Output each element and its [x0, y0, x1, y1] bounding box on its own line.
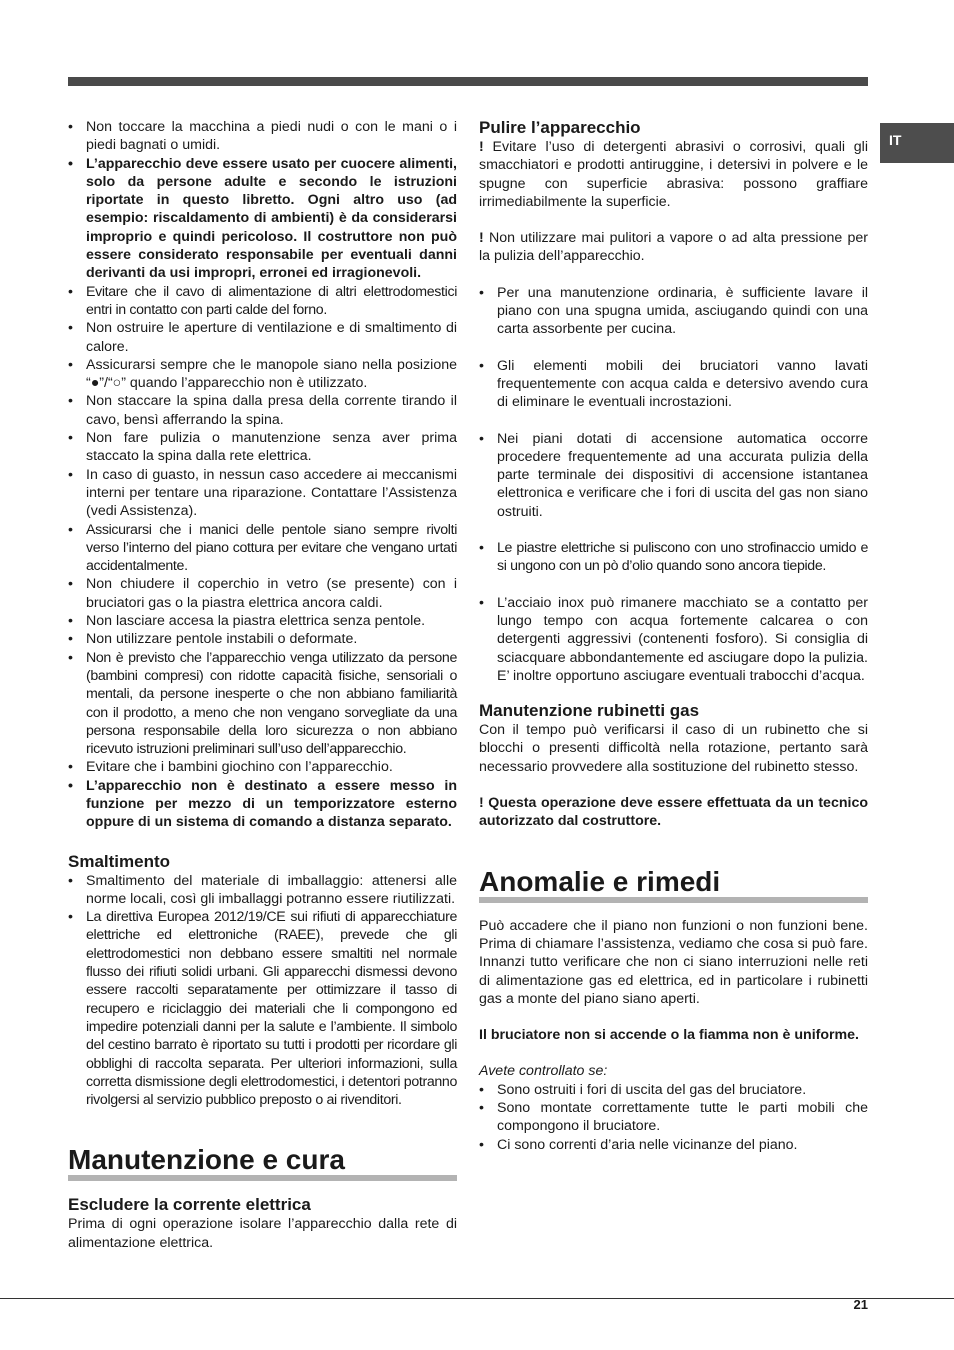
list-item: • Ci sono correnti d’aria nelle vicinanze del piano. — [479, 1136, 868, 1154]
warning-mark-icon: ! — [479, 139, 484, 155]
list-item: • Non ostruire le aperture di ventilazione e di smaltimento di calore. — [68, 319, 457, 356]
taps-title: Manutenzione rubinetti gas — [479, 701, 700, 721]
list-item: • L’apparecchio non è destinato a essere messo in funzione per mezzo di un temporizzatore esterno oppure di un sistema di comando a distanza separato. — [68, 777, 457, 832]
list-item: • Smaltimento del materiale di imballaggio: attenersi alle norme locali, così gli imballaggi potranno essere riutilizzati. — [68, 872, 457, 909]
clean-warning-2 — [479, 229, 868, 266]
list-item: • Evitare che il cavo di alimentazione di altri elettrodomestici entri in contatto con parti calde del forno. — [68, 283, 457, 320]
list-item: • Sono montate correttamente tutte le parti mobili che compongono il bruciatore. — [479, 1099, 868, 1136]
list-item: • Gli elementi mobili dei bruciatori vanno lavati frequentemente con acqua calda e detersivo avendo cura di eliminare le eventuali incrostazioni. — [479, 357, 868, 412]
clean-warning-1 — [479, 138, 868, 211]
list-item: • Non toccare la macchina a piedi nudi o con le mani o i piedi bagnati o umidi. — [68, 118, 457, 155]
safety-list — [68, 118, 457, 832]
list-item: • L’apparecchio deve essere usato per cuocere alimenti, solo da persone adulte e secondo le istruzioni riportate in questo libretto. Ogni altro uso (ad esempio: riscaldamento di ambienti) è da considerarsi improprio e quindi pericoloso. Il costruttore non può essere considerato responsabile per eventuali danni derivanti da usi impropri, erronei ed irragionevoli. — [68, 155, 457, 283]
anomalies-heading: Anomalie e rimedi — [479, 867, 868, 903]
clean-list — [479, 284, 868, 685]
power-title: Escludere la corrente elettrica — [68, 1195, 311, 1215]
list-item: • Sono ostruiti i fori di uscita del gas del bruciatore. — [479, 1081, 868, 1099]
power-text: Prima di ogni operazione isolare l’apparecchio dalla rete di alimentazione elettrica. — [68, 1216, 457, 1251]
page-number: 21 — [853, 1297, 868, 1312]
warning-mark-icon: ! — [479, 230, 484, 247]
warning-text: Non utilizzare mai pulitori a vapore o ad alta pressione per la pulizia dell’apparecchio. — [479, 230, 868, 265]
list-item: • Non staccare la spina dalla presa della corrente tirando il cavo, bensì afferrando la spina. — [68, 392, 457, 429]
list-item: • Non fare pulizia o manutenzione senza aver prima staccato la spina dalla rete elettrica. — [68, 429, 457, 466]
disposal-title: Smaltimento — [68, 851, 171, 871]
list-item: • La direttiva Europea 2012/19/CE sui rifiuti di apparecchiature elettriche ed elettroniche (RAEE), prevede che gli elettrodomestici non debbano essere smaltiti nel normale flusso dei rifiuti solidi urbani. Gli apparecchi dismessi devono essere raccolti separatamente per ottimizzare il tasso di recupero e riciclaggio dei materiali che li compongono ed impedire potenziali danni per la salute e l’ambiente. Il simbolo del cestino barrato è riportato su tutti i prodotti per ricordare gli obblighi di raccolta separata. Per ulteriori informazioni, sulla corretta dismissione degli elettrodomestici, i detentori potranno rivolgersi al servizio pubblico preposto o ai rivenditori. — [68, 908, 457, 1109]
clean-title: Pulire l’apparecchio — [479, 118, 641, 137]
list-item: • Nei piani dotati di accensione automatica occorre procedere frequentemente ad una accurata pulizia della parte terminale dei dispositivi di accensione istantanea elettronica e verificare che i fori di uscita del gas non siano ostruiti. — [479, 430, 868, 521]
list-item: • Le piastre elettriche si puliscono con uno strofinaccio umido e si ungono con un pò d’olio quando sono ancora tiepide. — [479, 539, 868, 576]
list-item: • Assicurarsi che i manici delle pentole siano sempre rivolti verso l’interno del piano cottura per evitare che vengano urtati accidentalmente. — [68, 521, 457, 576]
left-column — [68, 118, 457, 1252]
bottom-rule — [0, 1298, 954, 1299]
top-rule — [68, 77, 868, 86]
list-item: • Non è previsto che l’apparecchio venga utilizzato da persone (bambini compresi) con ridotte capacità fisiche, sensoriali o mentali, da persone inesperte o che non abbiano familiarità con il prodotto, a meno che non vengano sorvegliate da una persona responsabile della loro sicurezza o non abbiano ricevuto istruzioni preliminari sull’uso dell’apparecchio. — [68, 649, 457, 759]
taps-text: Con il tempo può verificarsi il caso di un rubinetto che si blocchi o presenti difficoltà nella rotazione, pertanto sarà necessario provvedere alla sostituzione del rubinetto stesso. — [479, 722, 868, 775]
language-tab: IT — [880, 123, 954, 163]
disposal-list — [68, 872, 457, 1110]
list-item: • Assicurarsi sempre che le manopole siano nella posizione “●”/“○” quando l’apparecchio non è utilizzato. — [68, 356, 457, 393]
checked-label: Avete controllato se: — [479, 1063, 608, 1080]
warning-mark-icon: ! — [479, 795, 484, 812]
list-item: • Non lasciare accesa la piastra elettrica senza pentole. — [68, 612, 457, 630]
checked-list — [479, 1081, 868, 1154]
list-item: • Non chiudere il coperchio in vetro (se presente) con i bruciatori gas o la piastra elettrica ancora caldi. — [68, 575, 457, 612]
list-item: • Per una manutenzione ordinaria, è sufficiente lavare il piano con una spugna umida, asciugando quindi con una carta assorbente per cucina. — [479, 284, 868, 339]
warning-text: Questa operazione deve essere effettuata da un tecnico autorizzato dal costruttore. — [479, 795, 868, 830]
list-item: • L’acciaio inox può rimanere macchiato se a contatto per lungo tempo con acqua fortemente calcarea o con detergenti aggressivi (contenenti fosforo). Si consiglia di sciacquare abbondantemente ed asciugare dopo la pulizia. E’ inoltre opportuno asciugare eventuali trabocchi d’acqua. — [479, 594, 868, 685]
maintenance-heading: Manutenzione e cura — [68, 1145, 457, 1181]
burner-problem: Il bruciatore non si accende o la fiamma non è uniforme. — [479, 1027, 859, 1044]
anomalies-intro: Può accadere che il piano non funzioni o non funzioni bene. Prima di chiamare l’assistenza, vediamo che cosa si può fare. Innanzi tutto verificare che non ci siano interruzioni nelle reti di alimentazione gas ed elettrica, ed in particolare i rubinetti gas a monte del piano siano aperti. — [479, 917, 868, 1007]
warning-text: Evitare l’uso di detergenti abrasivi o corrosivi, quali gli smacchiatori e prodotti antiruggine, i detersivi in polvere e le spugne con superficie abrasiva: possono graffiare irrimediabilmente la superficie. — [479, 139, 868, 210]
taps-warning — [479, 794, 868, 831]
right-column — [479, 118, 868, 1154]
list-item: • Evitare che i bambini giochino con l’apparecchio. — [68, 758, 457, 776]
list-item: • Non utilizzare pentole instabili o deformate. — [68, 630, 457, 648]
list-item: • In caso di guasto, in nessun caso accedere ai meccanismi interni per tentare una riparazione. Contattare l’Assistenza (vedi Assistenza). — [68, 466, 457, 521]
